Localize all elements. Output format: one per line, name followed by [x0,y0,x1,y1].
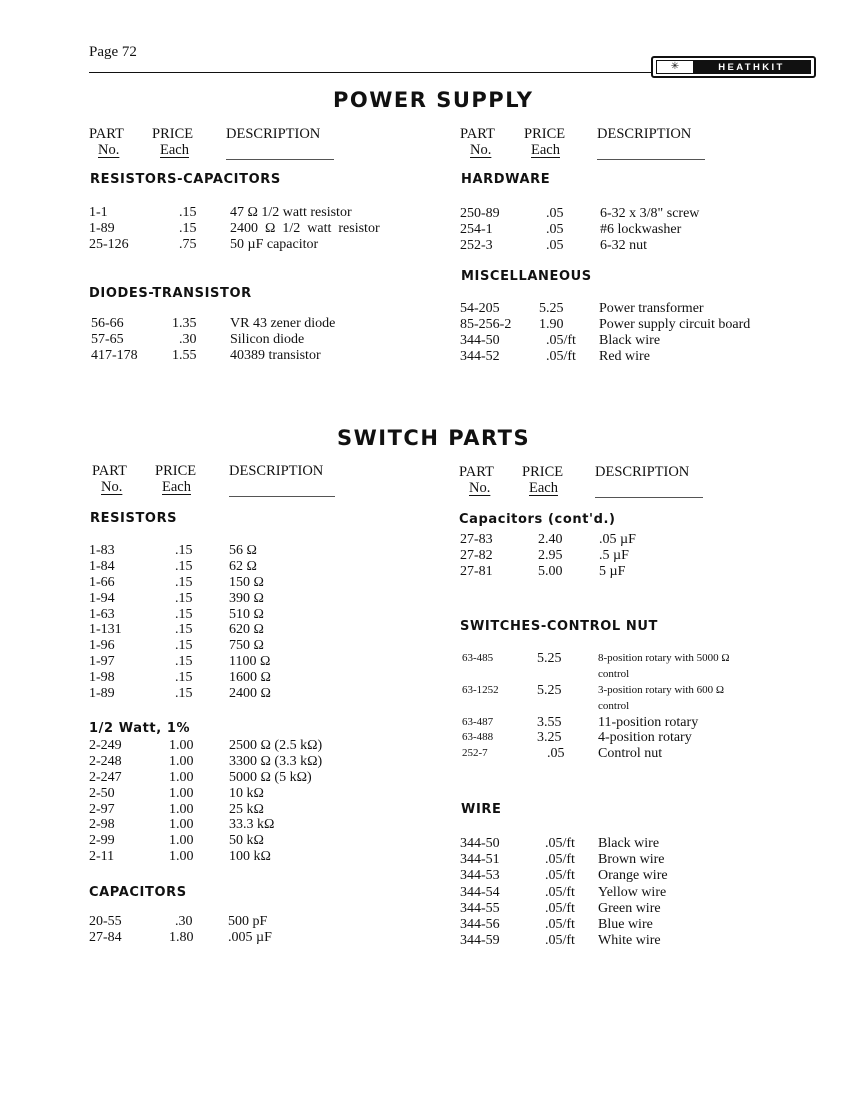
part-price: .05 [546,206,564,221]
parts-row [460,333,830,349]
part-description: 2500 Ω (2.5 kΩ) [229,738,323,753]
part-description: 390 Ω [229,590,264,606]
part-number: 1-97 [89,654,115,670]
group-title-half-watt: 1/2 Watt, 1% [89,721,191,736]
parts-row [89,591,429,607]
parts-row [89,914,429,930]
part-description: .05 µF [599,532,636,547]
col-part-sub: No. [101,479,123,495]
column-header-left [89,126,429,162]
col-description: DESCRIPTION [595,464,690,480]
col-price: PRICE [155,463,197,479]
col-part-sub: No. [469,480,491,496]
part-description: 10 kΩ [229,785,264,801]
part-description: 62 Ω [229,558,257,574]
part-price: 2.40 [538,532,563,547]
parts-row [460,317,830,333]
parts-row [460,532,800,548]
parts-row [89,607,429,623]
parts-row [460,238,820,254]
part-price: .05 [546,237,564,253]
part-number: 344-50 [460,332,500,348]
part-number: 344-52 [460,348,500,364]
page-number: Page 72 [89,44,137,60]
part-price: 1.00 [169,801,194,817]
parts-row [89,237,439,253]
parts-row [460,564,800,580]
part-price: .05 [547,746,565,762]
part-description: Yellow wire [598,884,667,900]
part-description: 25 kΩ [229,801,264,817]
part-number: 344-54 [460,884,500,900]
part-number: 1-94 [89,590,115,606]
part-number: 1-96 [89,638,115,654]
parts-row [89,575,429,591]
part-description: 3300 Ω (3.3 kΩ) [229,753,323,769]
group-title-capacitors: CAPACITORS [89,885,187,900]
parts-row [462,715,822,731]
part-price: 1.00 [169,817,194,833]
part-price: .15 [179,205,197,220]
part-description: Power transformer [599,301,704,316]
parts-row [462,746,822,762]
part-number: 1-63 [89,606,115,622]
part-description: Control nut [598,746,663,762]
parts-row [460,933,800,949]
part-description: 3-position rotary with 600 Ω [598,683,725,696]
parts-row [460,885,800,901]
parts-row [460,301,830,317]
part-number: 54-205 [460,301,500,316]
part-number: 250-89 [460,206,500,221]
part-price: .15 [175,574,193,590]
part-price: 1.00 [169,738,194,753]
part-price: 1.35 [172,316,197,331]
part-price: .30 [175,914,193,929]
part-price: 1.90 [539,316,564,332]
part-number: 27-83 [460,532,493,547]
heathkit-emblem-icon: ✳ [670,61,680,72]
part-description: 8-position rotary with 5000 Ω [598,652,730,664]
part-description: 5 µF [599,563,626,579]
part-number: 63-487 [462,715,494,728]
part-price: .15 [175,654,193,670]
parts-row [89,770,429,786]
group-title-capacitors-contd: Capacitors (cont'd.) [459,512,616,527]
part-number: 344-55 [460,900,500,916]
parts-row [462,683,822,699]
part-price: .15 [175,606,193,622]
col-price: PRICE [524,126,566,142]
part-description: 50 kΩ [229,833,264,849]
parts-list-miscellaneous [460,301,830,365]
parts-row [460,901,800,917]
part-price: .30 [179,331,197,347]
part-price: 5.25 [537,682,562,698]
part-price: 1.55 [172,347,197,363]
part-price: 1.80 [169,929,194,945]
part-description: Green wire [598,900,661,916]
part-description: Orange wire [598,868,668,884]
part-description: 1100 Ω [229,654,271,670]
col-description-line [595,497,703,498]
part-number: 2-11 [89,849,115,865]
col-part: PART [92,463,127,479]
part-number: 254-1 [460,221,493,237]
col-description-line [229,496,335,497]
part-description: Brown wire [598,852,665,868]
parts-row [89,638,429,654]
part-description: 4-position rotary [598,730,692,746]
part-number: 25-126 [89,236,129,252]
parts-row [89,205,439,221]
part-number: 1-131 [89,622,122,638]
parts-row [460,222,820,238]
parts-row [89,833,429,849]
part-price: 3.55 [537,714,562,730]
part-price: .05/ft [545,868,575,884]
parts-row [89,817,429,833]
part-number: 2-247 [89,769,122,785]
parts-row [89,686,429,702]
parts-row [89,670,429,686]
part-number: 27-81 [460,563,493,579]
part-number: 57-65 [91,331,124,347]
part-description: 6-32 nut [600,237,648,253]
part-description: 510 Ω [229,606,264,622]
parts-row [460,206,820,222]
part-description-continued: control [598,699,630,712]
parts-row [460,349,830,365]
col-description: DESCRIPTION [229,463,324,479]
col-part-sub: No. [470,142,492,158]
parts-row [89,622,429,638]
switch-parts-title: SWITCH PARTS [337,426,531,450]
part-description: 750 Ω [229,638,264,654]
part-description-continued: control [598,667,630,680]
parts-row [89,543,429,559]
part-number: 63-1252 [462,683,499,696]
parts-row-continued [462,699,822,715]
part-number: 344-50 [460,836,500,851]
part-description: Red wire [599,348,650,364]
part-description: VR 43 zener diode [230,316,336,331]
part-description: Blue wire [598,916,653,932]
part-price: .75 [179,236,197,252]
part-description: 50 µF capacitor [230,236,319,252]
part-price: .05/ft [545,852,575,868]
part-description: 6-32 x 3/8" screw [600,206,700,221]
parts-row [89,559,429,575]
part-number: 252-3 [460,237,493,253]
part-price: 5.00 [538,563,563,579]
part-number: 1-66 [89,574,115,590]
parts-list-capacitors-contd [460,532,800,580]
parts-row [460,852,800,868]
power-supply-title: POWER SUPPLY [333,88,534,112]
col-description-line [597,159,705,160]
part-description: 5000 Ω (5 kΩ) [229,769,312,785]
part-number: 56-66 [91,316,124,331]
col-description: DESCRIPTION [597,126,692,142]
part-number: 344-53 [460,868,500,884]
part-price: .05/ft [545,836,575,851]
col-price: PRICE [152,126,194,142]
group-title-resistors: RESISTORS [90,511,178,526]
part-price: .15 [175,558,193,574]
part-description: 2400 Ω [229,686,271,702]
parts-row [89,849,429,865]
part-price: 1.00 [169,833,194,849]
part-number: 2-50 [89,785,115,801]
part-number: 344-51 [460,852,500,868]
parts-list-wire [460,836,800,949]
part-description: 2400 Ω 1/2 watt resistor [230,220,380,236]
part-description: 40389 transistor [230,347,321,363]
part-number: 1-84 [89,558,115,574]
part-number: 2-98 [89,817,115,833]
header-rule [89,72,652,73]
heathkit-logo-text: HEATHKIT [693,61,810,73]
col-part: PART [459,464,494,480]
part-price: 1.00 [169,769,194,785]
parts-row [89,786,429,802]
part-description: #6 lockwasher [600,221,682,237]
col-description-line [226,159,334,160]
parts-list-switches-control-nut [462,651,822,762]
part-price: .05/ft [545,900,575,916]
part-number: 252-7 [462,747,488,760]
parts-row [91,316,441,332]
part-description: Black wire [599,332,661,348]
part-price: .05/ft [545,933,575,949]
part-number: 1-89 [89,686,115,702]
part-price: .05/ft [546,332,576,348]
group-title-hardware: HARDWARE [461,172,551,187]
col-part-sub: No. [98,142,120,158]
col-part: PART [460,126,495,142]
parts-row [89,738,429,754]
col-price-sub: Each [162,479,191,495]
part-price: .05/ft [545,884,575,900]
part-description: .005 µF [228,929,272,945]
part-description: Power supply circuit board [599,316,751,332]
part-price: 3.25 [537,730,562,746]
part-price: 1.00 [169,753,194,769]
part-number: 2-248 [89,753,122,769]
part-price: .15 [175,638,193,654]
part-description: .5 µF [599,547,629,563]
parts-row [89,654,429,670]
col-part: PART [89,126,124,142]
group-title-wire: WIRE [461,802,502,817]
part-price: 5.25 [539,301,564,316]
part-description: 1600 Ω [229,670,271,686]
parts-row [89,930,429,946]
column-header-right [460,126,800,162]
column-header-right-switch [459,464,799,500]
parts-row [460,548,800,564]
part-number: 85-256-2 [460,316,512,332]
group-title-miscellaneous: MISCELLANEOUS [461,269,592,284]
parts-list-hardware [460,206,820,254]
part-number: 27-82 [460,547,493,563]
parts-row [462,730,822,746]
col-price-sub: Each [160,142,189,158]
part-price: 5.25 [537,651,562,666]
parts-row [89,221,439,237]
part-price: .15 [175,590,193,606]
part-number: 20-55 [89,914,122,929]
part-number: 2-249 [89,738,122,753]
parts-row [460,868,800,884]
col-description: DESCRIPTION [226,126,321,142]
parts-row [460,917,800,933]
parts-row-continued [462,667,822,683]
part-description: 11-position rotary [598,714,699,730]
part-price: 1.00 [169,785,194,801]
part-number: 63-485 [462,652,494,664]
group-title-switches-control-nut: SWITCHES-CONTROL NUT [460,619,658,634]
part-description: 33.3 kΩ [229,817,275,833]
part-price: .05/ft [546,348,576,364]
parts-row [91,332,441,348]
part-description: Black wire [598,836,660,851]
part-number: 1-83 [89,543,115,558]
part-number: 1-89 [89,220,115,236]
parts-list-capacitors [89,914,429,946]
parts-row [460,836,800,852]
parts-list-diodes-transistor [91,316,441,364]
part-number: 1-1 [89,205,108,220]
heathkit-logo [651,56,816,78]
col-price-sub: Each [529,480,558,496]
part-description: 47 Ω 1/2 watt resistor [230,205,352,220]
parts-list-resistors-capacitors [89,205,439,253]
parts-row [462,651,822,667]
part-number: 27-84 [89,929,122,945]
part-price: .05 [546,221,564,237]
part-number: 2-97 [89,801,115,817]
part-number: 2-99 [89,833,115,849]
part-number: 344-56 [460,916,500,932]
part-description: 620 Ω [229,622,264,638]
parts-row [89,802,429,818]
group-title-resistors-capacitors: RESISTORS-CAPACITORS [90,172,281,187]
part-number: 63-488 [462,731,494,744]
part-price: .15 [179,220,197,236]
part-price: 2.95 [538,547,563,563]
parts-list-resistors [89,543,429,702]
part-price: .15 [175,622,193,638]
part-description: Silicon diode [230,331,305,347]
parts-list-half-watt [89,738,429,865]
part-description: White wire [598,933,661,949]
parts-row [91,348,441,364]
col-price: PRICE [522,464,564,480]
col-price-sub: Each [531,142,560,158]
part-number: 344-59 [460,933,500,949]
part-description: 100 kΩ [229,849,271,865]
part-price: 1.00 [169,849,194,865]
part-number: 417-178 [91,347,138,363]
part-description: 56 Ω [229,543,257,558]
part-price: .15 [175,543,193,558]
part-description: 150 Ω [229,574,264,590]
part-price: .05/ft [545,916,575,932]
part-price: .15 [175,670,193,686]
parts-row [89,754,429,770]
part-description: 500 pF [228,914,268,929]
group-title-diodes-transistor: DIODES-TRANSISTOR [89,286,252,301]
part-number: 1-98 [89,670,115,686]
part-price: .15 [175,686,193,702]
column-header-left-switch [92,463,432,499]
